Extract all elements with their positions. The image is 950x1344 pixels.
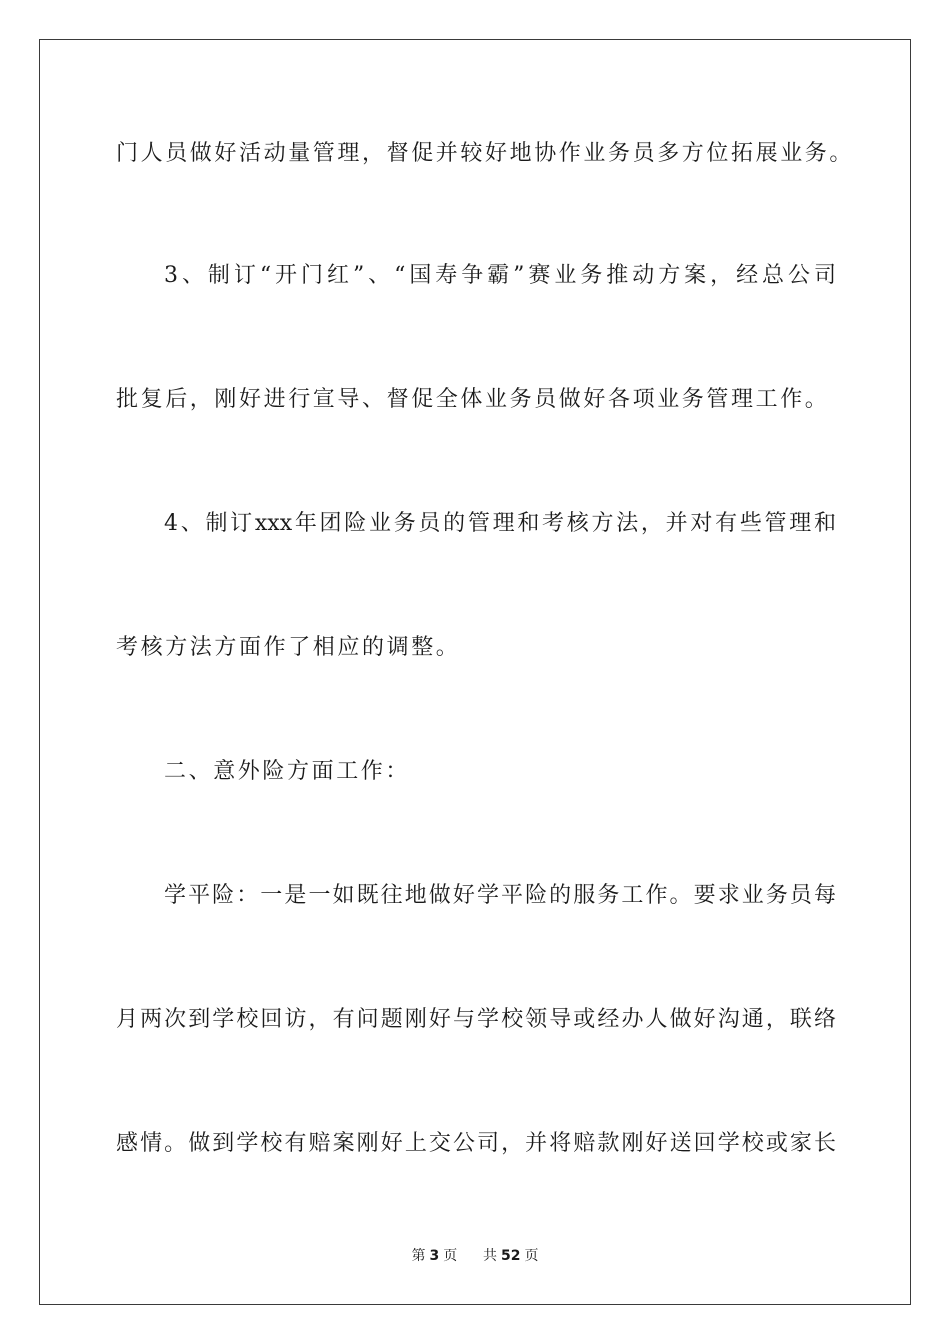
section-heading: 二、意外险方面工作： bbox=[164, 759, 411, 784]
paragraph-line-3: 批复后，刚好进行宣导、督促全体业务员做好各项业务管理工作。 bbox=[116, 387, 830, 412]
total-pages-indicator: 共 52 页 bbox=[483, 1248, 539, 1264]
paragraph-line-4: 4、制订xxx年团险业务员的管理和考核方法，并对有些管理和 bbox=[164, 511, 836, 536]
page-footer bbox=[0, 1247, 950, 1265]
paragraph-line-5: 考核方法方面作了相应的调整。 bbox=[116, 635, 461, 660]
page-number: 3 bbox=[429, 1248, 440, 1264]
page-indicator: 第 3 页 bbox=[411, 1248, 458, 1264]
paragraph-line-8: 月两次到学校回访，有问题刚好与学校领导或经办人做好沟通，联络 bbox=[116, 1007, 836, 1032]
paragraph-line-7: 学平险：一是一如既往地做好学平险的服务工作。要求业务员每 bbox=[164, 883, 836, 908]
paragraph-line-9: 感情。做到学校有赔案刚好上交公司，并将赔款刚好送回学校或家长 bbox=[116, 1131, 836, 1156]
total-pages-number: 52 bbox=[501, 1248, 521, 1264]
page-border bbox=[39, 39, 911, 1305]
paragraph-line-1: 门人员做好活动量管理，督促并较好地协作业务员多方位拓展业务。 bbox=[116, 141, 855, 166]
paragraph-line-2: 3、制订“开门红”、“国寿争霸”赛业务推动方案，经总公司 bbox=[164, 263, 836, 288]
